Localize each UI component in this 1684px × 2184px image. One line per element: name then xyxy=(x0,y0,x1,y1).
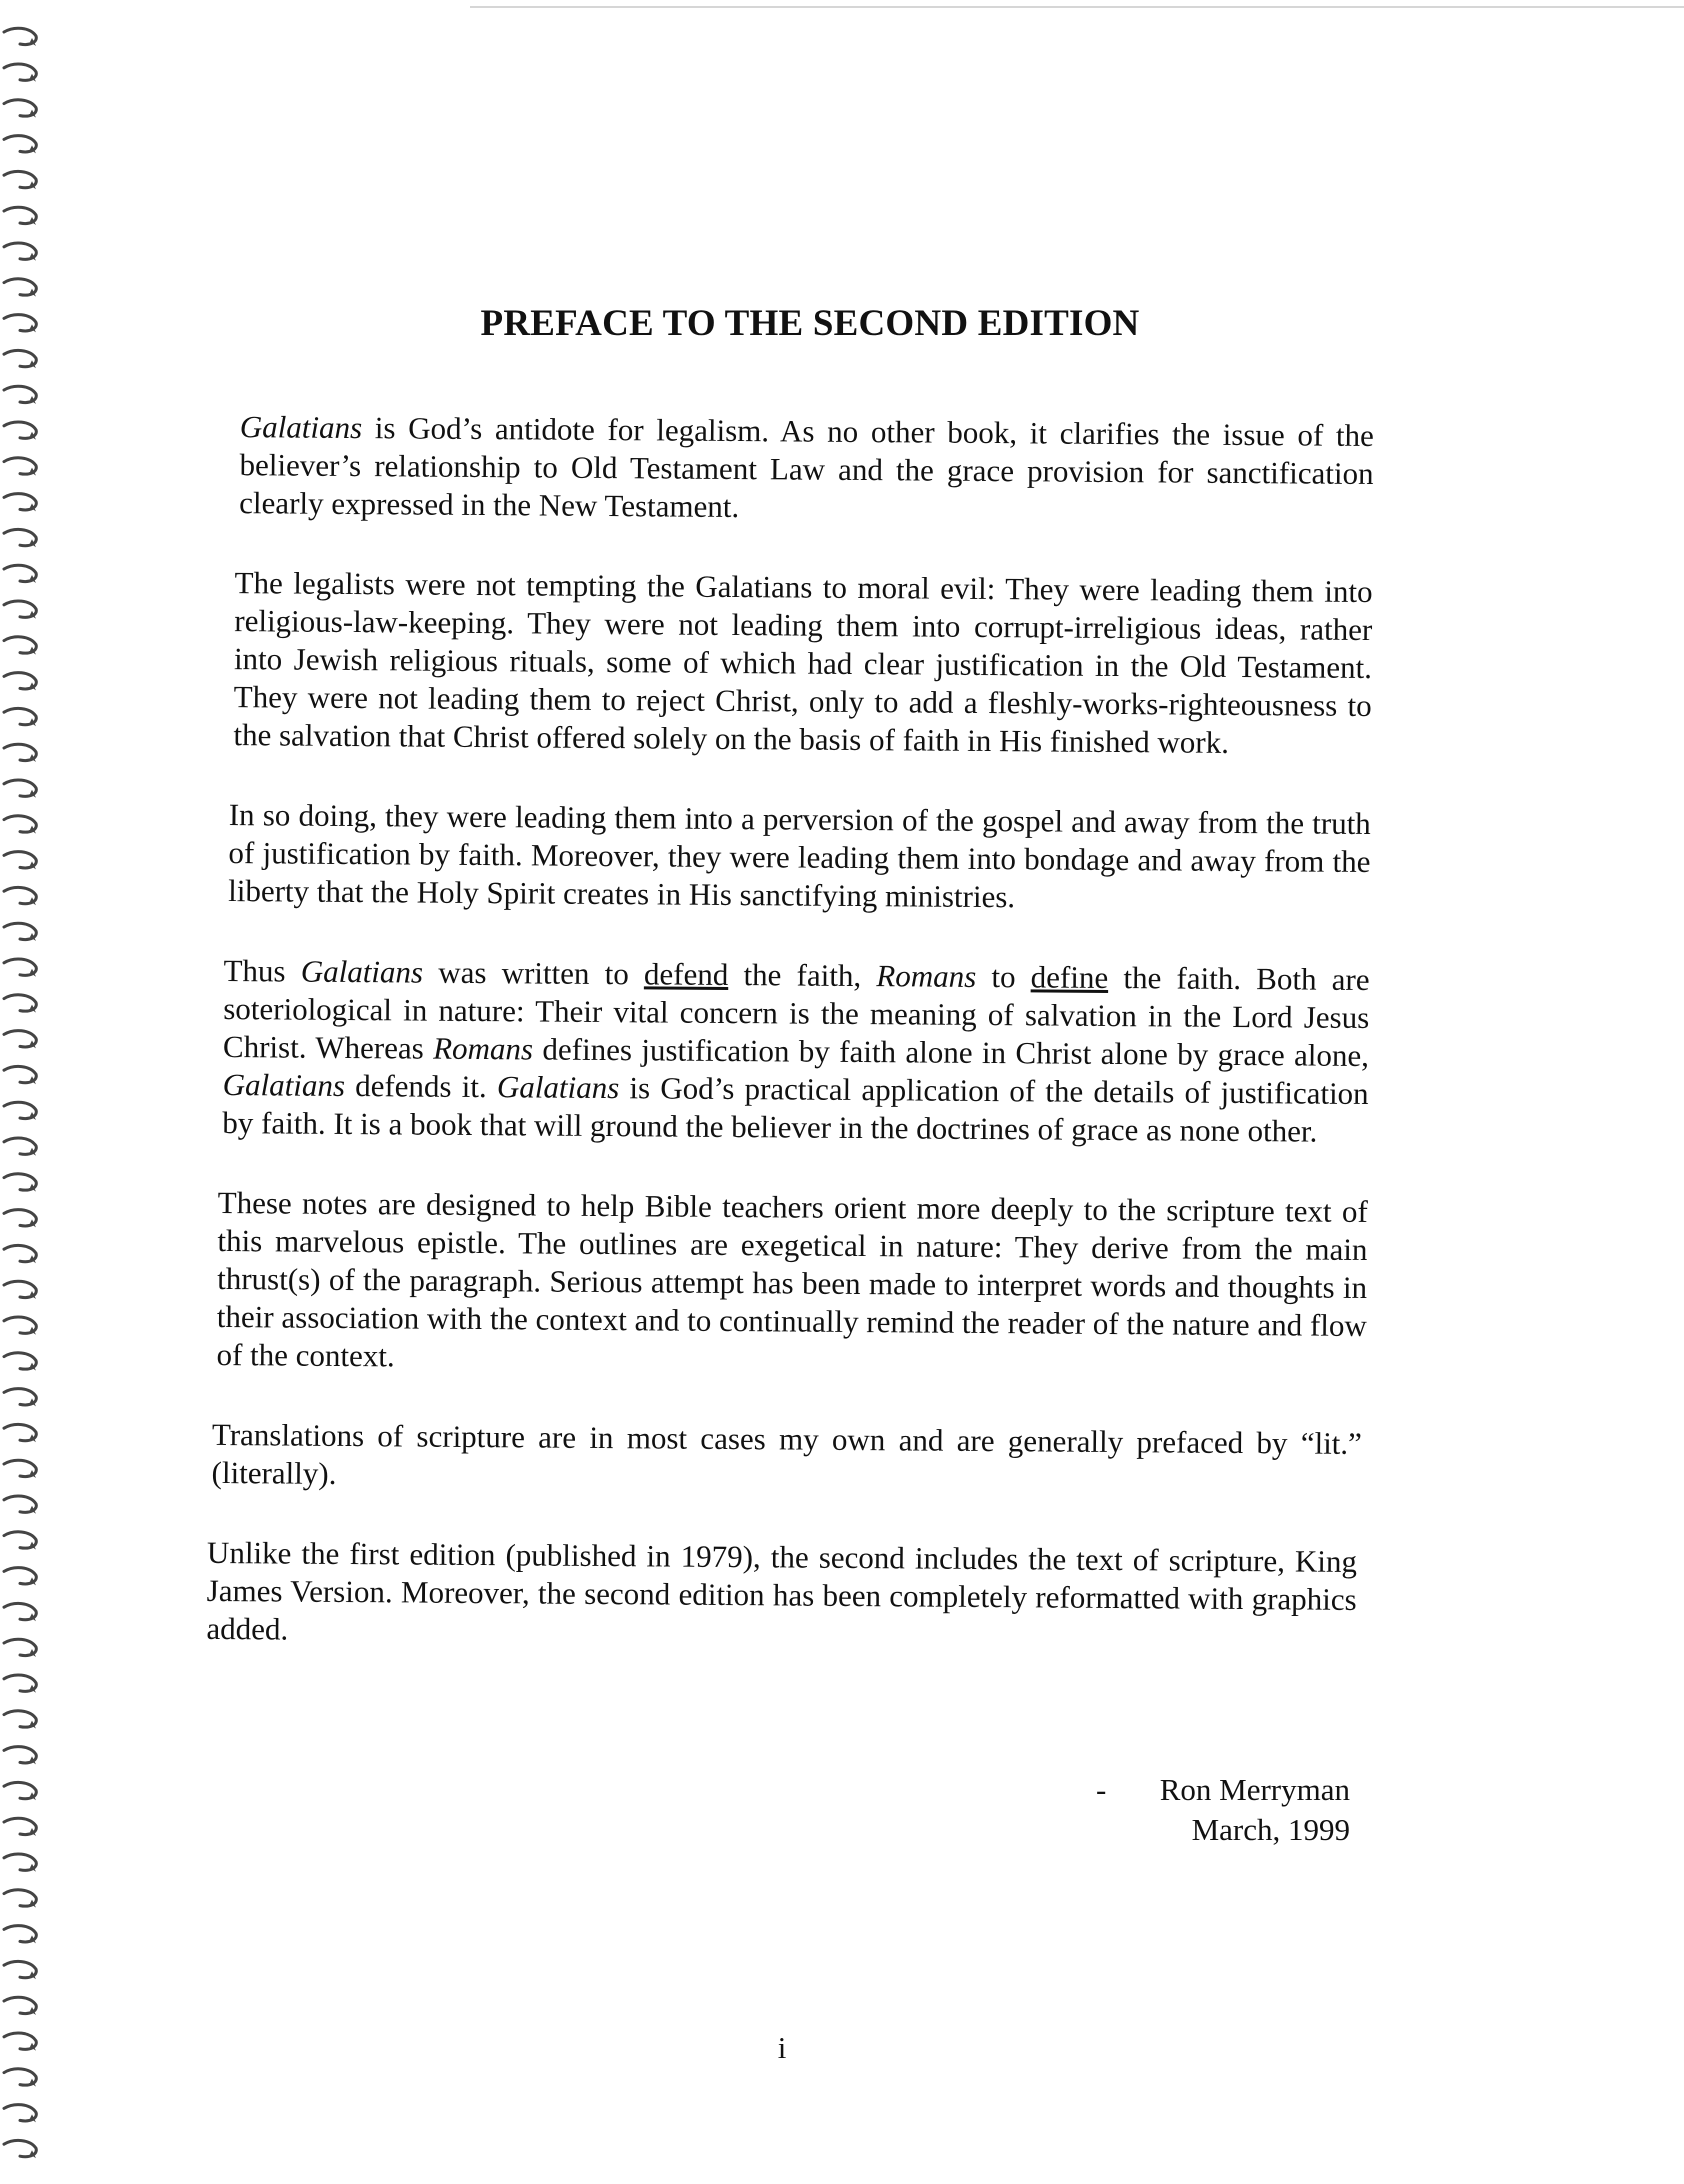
text-run: defines justification by faith alone in Christ alone by grace alone, xyxy=(532,1031,1370,1074)
signature-dash: - xyxy=(1096,1772,1107,1807)
text-run: defends it. xyxy=(344,1067,498,1105)
underlined-word-defend: defend xyxy=(643,956,729,992)
text-run: the faith. Both are soteriological in nature: Their vital concern is the meaning of salvation in the Lord Jesus Christ. Whereas xyxy=(222,959,1370,1066)
text-run: In so doing, they were leading them into a perversion of the gospel and away from the truth of justification by faith. Moreover, they were leading them into bondage and away from the liberty that the Holy Spirit creates in His sanctifying ministries. xyxy=(228,797,1371,915)
page-title: PREFACE TO THE SECOND EDITION xyxy=(480,303,1140,344)
text-run: Thus xyxy=(223,953,301,989)
text-run: is God’s antidote for legalism. As no other book, it clarifies the issue of the believer’s relationship to Old Testament Law and the grace provision for sanctification clearly expressed in the New Testament. xyxy=(239,410,1374,525)
underlined-word-define: define xyxy=(1030,959,1109,995)
scan-edge-line xyxy=(470,6,1684,8)
author-name: Ron Merryman xyxy=(1159,1772,1350,1807)
text-run: to xyxy=(976,958,1031,995)
text-run: is God’s practical application of the details of justification by faith. It is a book that will ground the believer in the doctrines of grace as none other. xyxy=(222,1070,1369,1149)
paragraph-6 xyxy=(211,1416,1362,1501)
signature-date: March, 1999 xyxy=(1191,1812,1350,1847)
text-run: the faith, xyxy=(728,956,877,994)
text-run: was written to xyxy=(422,954,645,992)
book-title-galatians: Galatians xyxy=(300,953,424,990)
signature-block xyxy=(1090,1770,1350,1850)
paragraph-7 xyxy=(206,1534,1357,1657)
paragraph-2 xyxy=(233,564,1372,763)
book-title-romans: Romans xyxy=(433,1030,534,1067)
page-number: i xyxy=(777,2030,787,2065)
spiral-binding-icon xyxy=(0,22,48,2172)
text-run: The legalists were not tempting the Galatians to moral evil: They were leading them into religious-law-keeping. They were not leading them into corrupt-irreligious ideas, rather into Jewish religious rituals, some of which had clear justification in the Old Testament. They were not leading them to reject Christ, only to add a fleshly-works-righteousness to the salvation that Christ offered solely on the basis of faith in His finished work. xyxy=(233,565,1373,760)
paragraph-1 xyxy=(239,408,1374,531)
text-run: Translations of scripture are in most cases my own and are generally prefaced by “lit.” (literally). xyxy=(211,1416,1363,1491)
preface-body xyxy=(206,408,1374,1699)
book-title-galatians: Galatians xyxy=(222,1067,346,1103)
book-title-romans: Romans xyxy=(876,958,977,994)
text-run: These notes are designed to help Bible teachers orient more deeply to the scripture text of this marvelous epistle. The outlines are exegetical in nature: They derive from the main thrust(s) of the paragraph. Serious attempt has been made to interpret words and thoughts in their association with the context and to continually remind the reader of the nature and flow of the context. xyxy=(216,1184,1368,1374)
paragraph-3 xyxy=(228,796,1371,919)
text-run: Unlike the first edition (published in 1979), the second includes the text of scripture, King James Version. Moreover, the second edition has been completely reformatted with graphics added. xyxy=(206,1534,1358,1647)
paragraph-4 xyxy=(222,952,1369,1151)
book-title-galatians: Galatians xyxy=(496,1069,620,1106)
book-title-galatians: Galatians xyxy=(239,409,363,446)
paragraph-5 xyxy=(216,1184,1367,1383)
